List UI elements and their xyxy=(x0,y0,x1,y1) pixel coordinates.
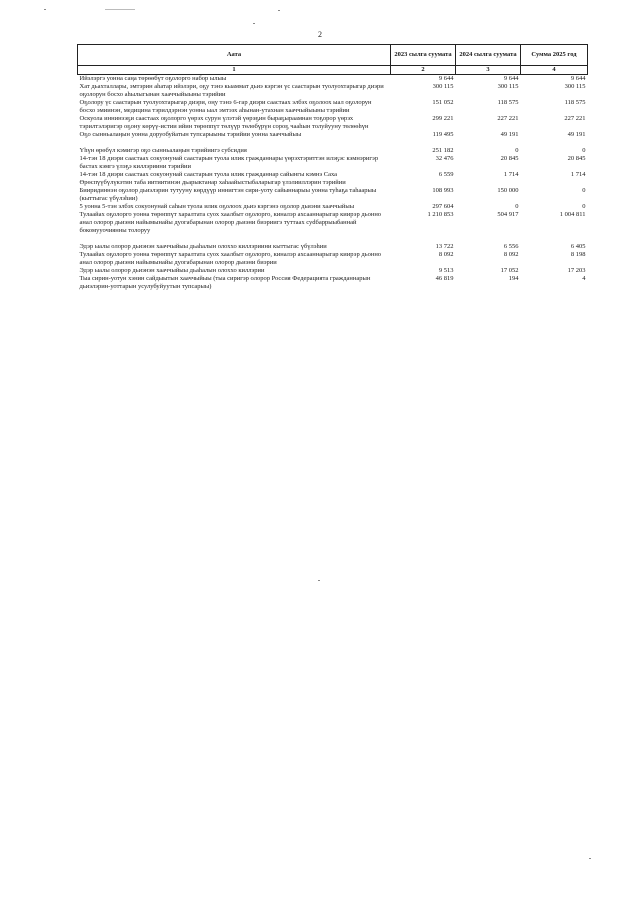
row-value-2025: 6 405 xyxy=(570,243,586,250)
table-row xyxy=(78,203,588,211)
table-row xyxy=(78,75,588,84)
column-number-row xyxy=(78,66,588,75)
row-value-2024: 8 092 xyxy=(503,251,519,258)
table-row xyxy=(78,211,588,235)
row-value-2024: 0 xyxy=(515,147,519,154)
table-row xyxy=(78,275,588,291)
row-name: 5 уонна 5-тэн элбэх сокуонунай саһын туола илик оҕолоох дьиэ кэргэнэ оҕолор дьиэни хааччыйыы xyxy=(79,203,355,210)
row-value-2023: 299 221 xyxy=(432,115,454,122)
row-value-2025: 17 203 xyxy=(567,267,586,274)
budget-table xyxy=(77,44,588,291)
row-value-2025: 1 714 xyxy=(570,171,586,178)
row-value-2023: 6 559 xyxy=(438,171,454,178)
row-value-2025: 0 xyxy=(582,187,586,194)
header-2023: 2023 сылга суумата xyxy=(391,45,456,66)
table-row xyxy=(78,171,588,187)
row-name: 14-тэн 18 диэри саастаах сокуонунай саастарын туола илик гражданнары үөрэхтэриттэн илэҕэс кэмнэригэр бастах кэмгэ үлэҕэ киллэриини тэрийии xyxy=(79,155,379,170)
row-name xyxy=(78,235,391,243)
row-value-2024 xyxy=(456,139,521,147)
row-value-2025: 118 575 xyxy=(564,99,586,106)
page-number: 2 xyxy=(318,30,322,39)
row-value-2023: 32 476 xyxy=(435,155,454,162)
row-value-2025: 1 004 811 xyxy=(559,211,586,218)
row-name: Эдэр ыалы олорор дьиэнэн хааччыйыы дьаһалын олоххо киллэрии xyxy=(79,267,265,274)
column-number: 2 xyxy=(391,66,456,75)
row-value-2025: 49 191 xyxy=(567,131,586,138)
row-name: Тыа сирин-уотун хэнин сайдыытын хааччыйыы (тыа сиригэр олорор Россия Федерацията гражданнарын дьиэлэрин-уоттарын усулубуйуутын тупсарыы) xyxy=(79,275,371,290)
table-row xyxy=(78,139,588,147)
scan-speck xyxy=(105,9,135,10)
row-value-2023: 9 513 xyxy=(438,267,454,274)
table-row xyxy=(78,99,588,115)
table-row xyxy=(78,243,588,251)
row-value-2025: 300 115 xyxy=(564,83,586,90)
table-row xyxy=(78,267,588,275)
row-value-2023: 119 495 xyxy=(432,131,454,138)
row-value-2025: 20 845 xyxy=(567,155,586,162)
table-body xyxy=(78,75,588,292)
header-name: Аата xyxy=(78,45,391,66)
column-number: 3 xyxy=(456,66,521,75)
column-number: 4 xyxy=(521,66,588,75)
row-value-2024: 504 917 xyxy=(497,211,519,218)
row-value-2023: 108 993 xyxy=(432,187,454,194)
row-value-2024: 49 191 xyxy=(500,131,519,138)
scan-speck xyxy=(44,9,46,10)
row-value-2023: 297 604 xyxy=(432,203,454,210)
row-value-2024: 9 644 xyxy=(503,75,519,82)
scan-speck xyxy=(278,10,280,11)
row-name: Хат дьахталлары, эмтэрин аһатар ийэлэри, оҕу тэнэ кыаммат дьиэ кэргэн үс саастарын туолуохтарыгар диэри оҕолорун босхо аһылыгынан хааччыйыыны тэрийии xyxy=(79,83,384,98)
table-row xyxy=(78,83,588,99)
table-row xyxy=(78,251,588,267)
row-value-2023: 8 092 xyxy=(438,251,454,258)
row-name: Тулаайах оҕолорго уонна төрөппүт харалтата суох хаалбыт оҕолорго, киналэр ахсааннарыгар киирэр дьонно анал олорор дьиэни найымынайы дуогабарынан олорор дьиэни биэриигэ туттаах суdбаррыыбаннай бокомууочиянны толоруу xyxy=(79,211,382,234)
row-value-2025 xyxy=(521,139,588,147)
row-value-2023: 300 115 xyxy=(432,83,454,90)
row-name: Ийэлэргэ уонна саңа төрөөбүт оҕолорго набор ылыы xyxy=(79,75,227,82)
row-value-2024: 1 714 xyxy=(503,171,519,178)
row-name xyxy=(78,139,391,147)
row-value-2023: 9 644 xyxy=(438,75,454,82)
row-value-2024: 150 000 xyxy=(497,187,519,194)
row-value-2023: 13 722 xyxy=(435,243,454,250)
table-header-row xyxy=(78,45,588,66)
row-value-2025: 0 xyxy=(582,147,586,154)
row-value-2024: 0 xyxy=(515,203,519,210)
row-value-2025: 4 xyxy=(582,275,586,282)
row-value-2025 xyxy=(521,235,588,243)
scan-speck xyxy=(318,580,320,581)
row-value-2023: 151 052 xyxy=(432,99,454,106)
table-row xyxy=(78,131,588,139)
row-name: Оскуола иннинээҕи саастаах оҕолорго үөрэх сурун үлэтэй үөрэҕин быраҕыраамнан тоҕорор үөрэх тэрилтэлэригэр оҕону көрүү-истии ийин төрөппүт төлүүр төлөбүрүн сороҕ чааһын толуйууну төлөөһүн xyxy=(79,115,369,130)
row-value-2024: 17 052 xyxy=(500,267,519,274)
row-name: Тулаайах оҕолорго уонна төрөппүт харалтата суох хаалбыт оҕолорго, киналэр ахсааннарыгар киирэр дьонно анал олорор дьиэни найымынайы дуогабарынан олорор дьиэни биэрии xyxy=(79,251,382,266)
row-value-2024: 20 845 xyxy=(500,155,519,162)
scan-speck xyxy=(589,858,591,859)
row-value-2024 xyxy=(456,235,521,243)
row-value-2024: 194 xyxy=(508,275,519,282)
row-value-2024: 227 221 xyxy=(497,115,519,122)
row-value-2023 xyxy=(391,235,456,243)
table-row xyxy=(78,115,588,131)
row-value-2023: 46 819 xyxy=(435,275,454,282)
row-value-2025: 9 644 xyxy=(570,75,586,82)
row-value-2025: 8 198 xyxy=(570,251,586,258)
header-2024: 2024 сылга суумата xyxy=(456,45,521,66)
row-value-2024: 300 115 xyxy=(497,83,519,90)
row-name: Үһүн өрөбүл кэмигэр оҕо сынньалаңын тэрийиигэ субсидия xyxy=(79,147,247,154)
column-number: 1 xyxy=(78,66,391,75)
row-value-2024: 6 556 xyxy=(503,243,519,250)
table-row xyxy=(78,235,588,243)
table-row xyxy=(78,155,588,171)
row-name: Оҕо сынньалаңын уонна доруобуйатын тупсарыыны тэрийии уонна хааччыйыы xyxy=(79,131,302,138)
row-name: Бииридиннэн оҕолор дьиэлэрин тутууну көрдүүр иннигтэн сири-уоту сайыннарыы уонна туһаҕа таһаарыы (кыттыгас үбүлэһии) xyxy=(79,187,377,202)
row-value-2023 xyxy=(391,139,456,147)
row-value-2024: 118 575 xyxy=(497,99,519,106)
row-value-2025: 227 221 xyxy=(564,115,586,122)
row-value-2023: 1 210 853 xyxy=(427,211,454,218)
row-value-2025: 0 xyxy=(582,203,586,210)
scan-speck xyxy=(253,23,255,24)
row-name: 14-тэн 18 диэри саастаах сокуонунай саастарын туола илик гражданнар сайынгы кэмнэ Саха Өрөспүүбүлүкэтин таба иитиитинэн дьарыктанар хаһаайыстыбаларыгар үлэлииллэрин тэрийии xyxy=(79,171,346,186)
header-2025: Сумма 2025 год xyxy=(521,45,588,66)
row-name: Оҕолору үс саастарын туолуохтарыгар диэри, оңу тэнэ 6-гар диэри саастаах элбэх оҕолоох ыал оҕолорун босхо эмиинэн, медицина тэрилдэрнэн уонна ыал эмтээх аһынан-утахнан хааччыйыыны тэрийии xyxy=(79,99,372,114)
row-value-2023: 251 182 xyxy=(432,147,454,154)
table-row xyxy=(78,187,588,203)
row-name: Эдэр ыалы олорор дьиэнэн хааччыйыы дьаһалын олоххо киллэриини кыттыгас үбүлэһии xyxy=(79,243,327,250)
table-row xyxy=(78,147,588,155)
